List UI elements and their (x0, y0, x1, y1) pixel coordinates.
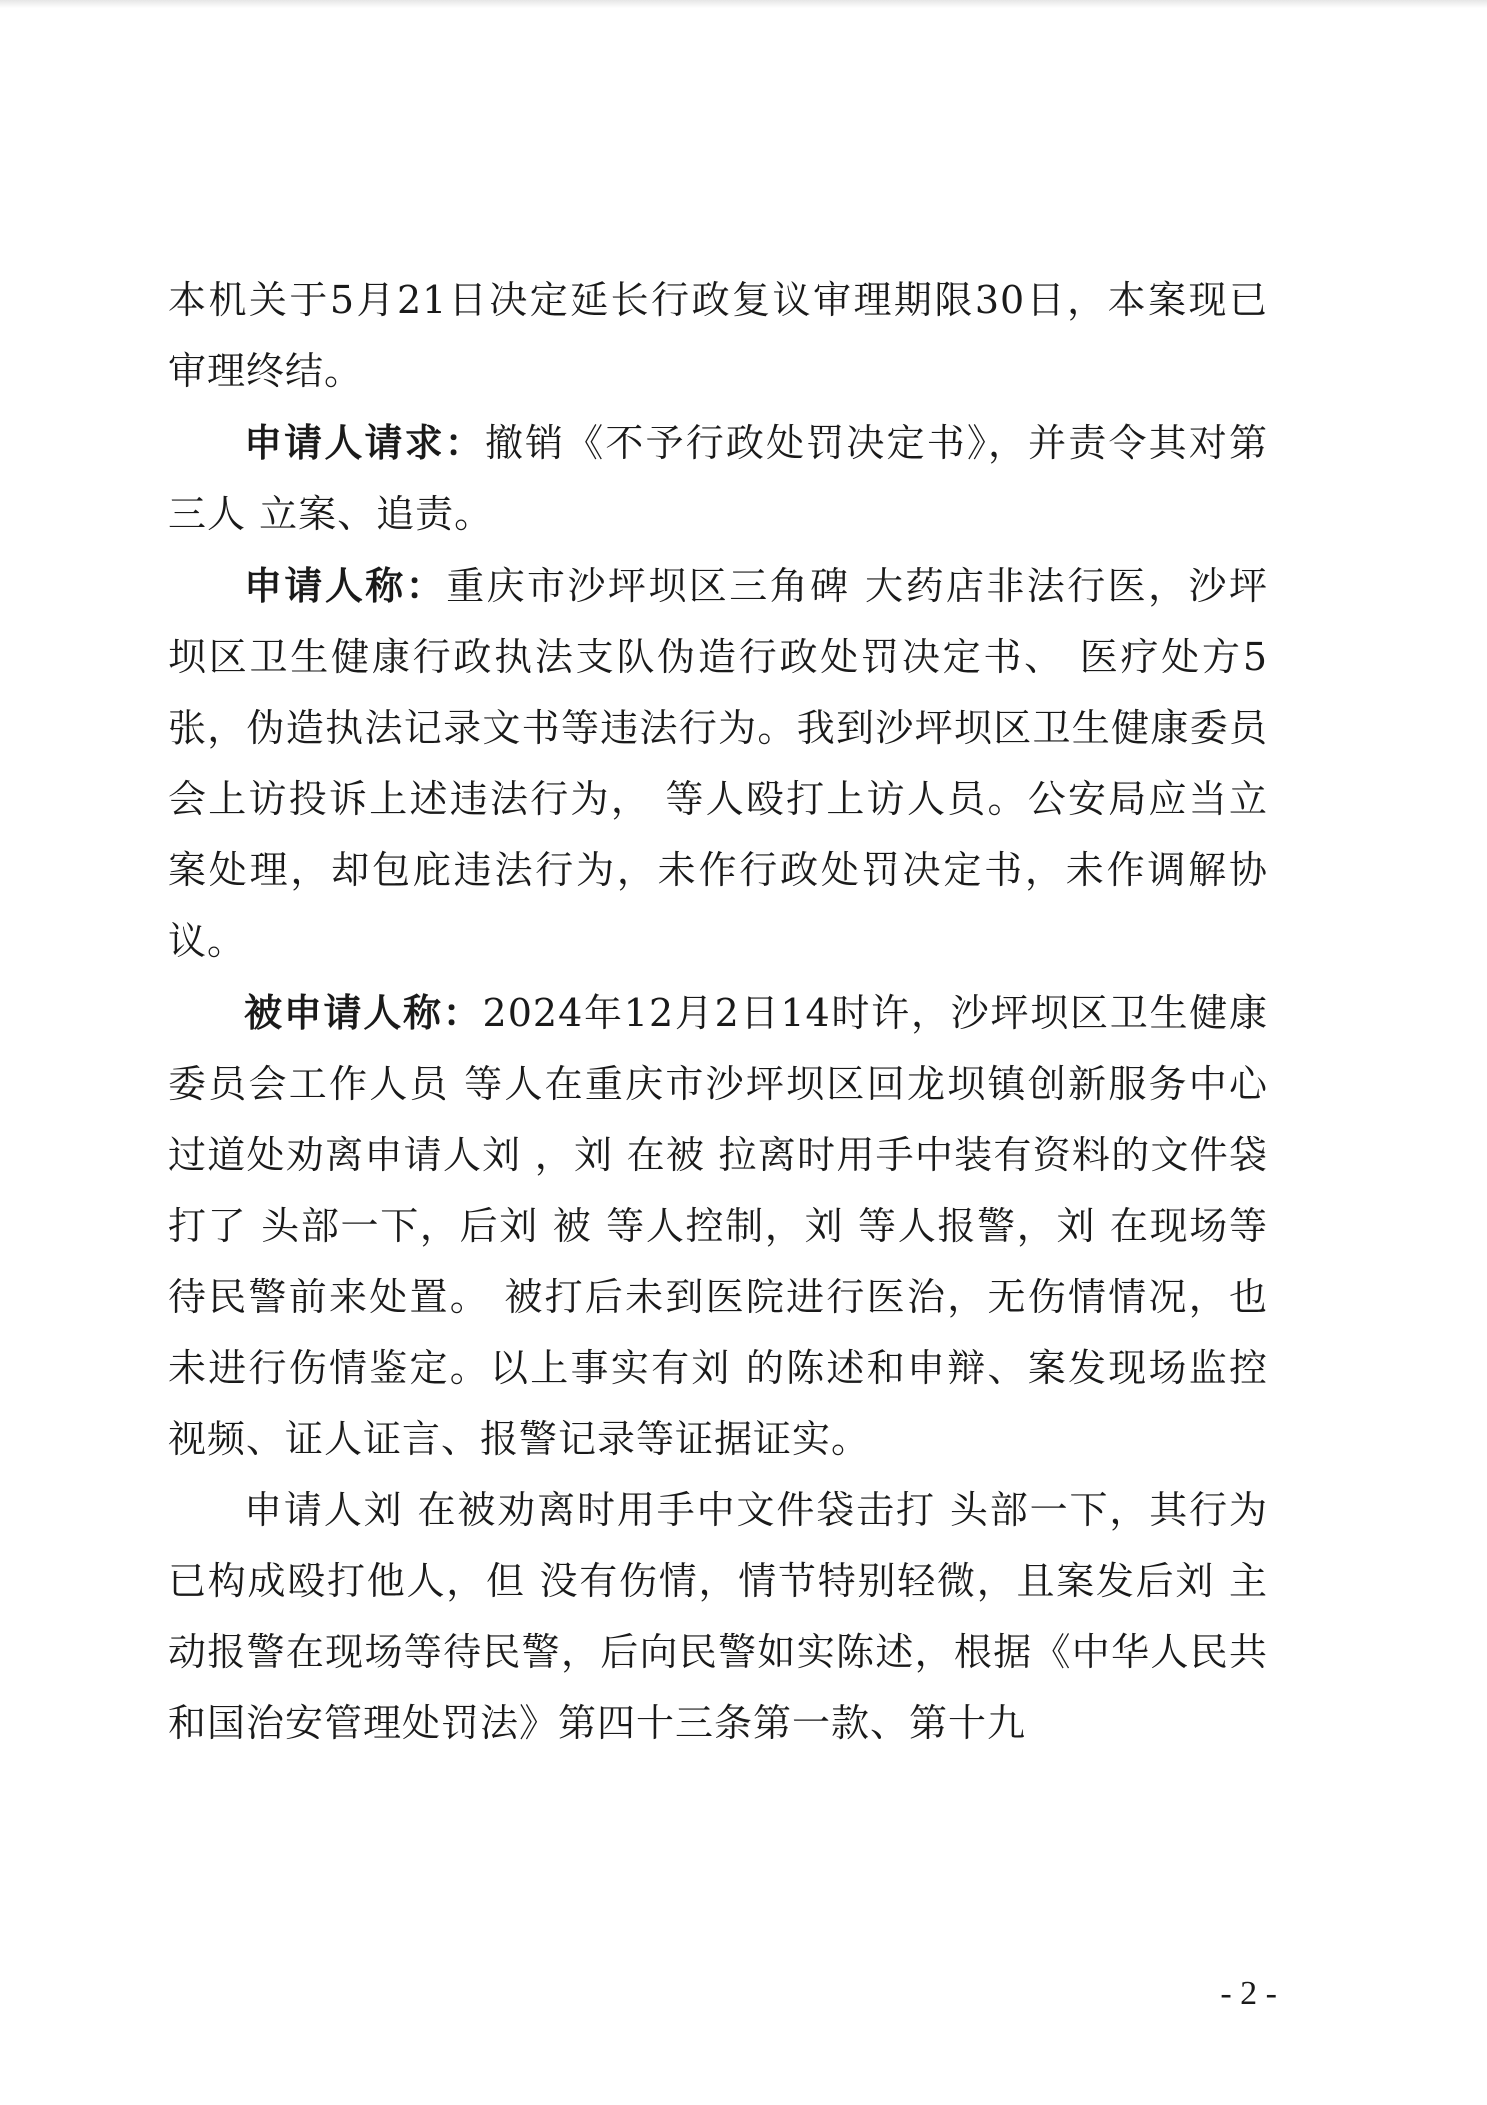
document-body (168, 265, 1268, 1759)
paragraph-applicant-claims (168, 550, 1268, 977)
paragraph-text: 重庆市沙坪坝区三角碑 大药店非法行医，沙坪坝区卫生健康行政执法支队伪造行政处罚决定书、 医疗处方5张，伪造执法记录文书等违法行为。我到沙坪坝区卫生健康委员会上访投诉上述违法行为， 等人殴打上访人员。公安局应当立案处理，却包庇违法行为，未作行政处罚决定书，未作调解协议。 (168, 564, 1268, 963)
paragraph-text: 2024年12月2日14时许，沙坪坝区卫生健康委员会工作人员 等人在重庆市沙坪坝区回龙坝镇创新服务中心 过道处劝离申请人刘 ，刘 在被 拉离时用手中装有资料的文件袋打了 头部一下，后刘 被 等人控制，刘 等人报警，刘 在现场等待民警前来处置。 被打后未到医院进行医治，无伤情情况，也未进行伤情鉴定。以上事实有刘 的陈述和申辩、案发现场监控视频、证人证言、报警记录等证据证实。 (168, 991, 1268, 1461)
paragraph-text: 撤销《不予行政处罚决定书》，并责令其对第三人 立案、追责。 (168, 421, 1268, 536)
paragraph-finding (168, 1475, 1268, 1759)
page-number: - 2 - (1220, 1975, 1277, 2012)
scan-edge (0, 0, 1487, 8)
paragraph-label: 申请人称： (244, 563, 447, 608)
paragraph-respondent-claims (168, 977, 1268, 1475)
paragraph-label: 申请人请求： (244, 420, 485, 465)
paragraph-label: 被申请人称： (244, 990, 483, 1035)
paragraph-review-termination (168, 265, 1268, 407)
paragraph-text: 申请人刘 在被劝离时用手中文件袋击打 头部一下，其行为已构成殴打他人，但 没有伤情，情节特别轻微，且案发后刘 主动报警在现场等待民警，后向民警如实陈述，根据《中华人民共和国治安管理处罚法》第四十三条第一款、第十九 (168, 1488, 1268, 1745)
paragraph-applicant-request (168, 407, 1268, 550)
paragraph-text: 本机关于5月21日决定延长行政复议审理期限30日，本案现已审理终结。 (168, 278, 1268, 393)
